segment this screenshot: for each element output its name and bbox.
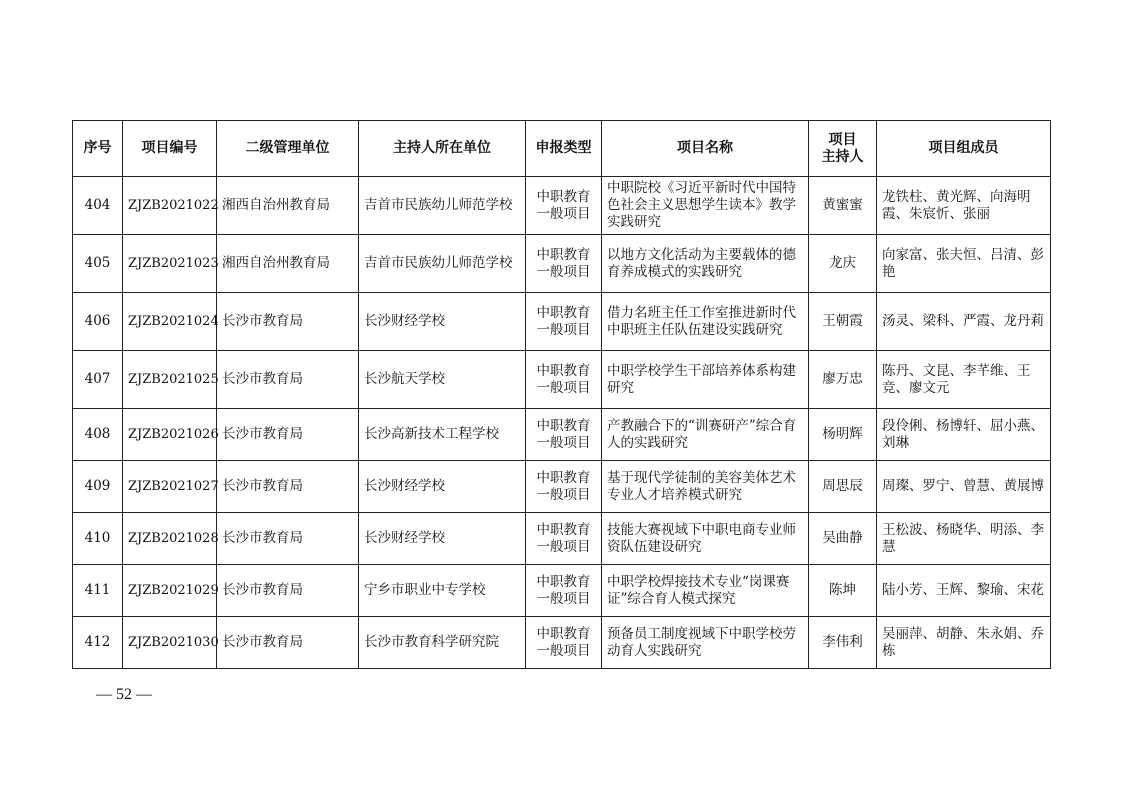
cell-unit: 长沙财经学校 [359, 461, 526, 513]
cell-code: ZJZB2021029 [123, 565, 217, 617]
cell-members: 吴丽萍、胡静、朱永娟、乔栋 [877, 617, 1051, 669]
header-mgmt: 二级管理单位 [217, 121, 359, 177]
header-members: 项目组成员 [877, 121, 1051, 177]
cell-no: 406 [73, 293, 123, 351]
cell-host: 廖万忠 [809, 351, 877, 409]
cell-unit: 长沙高新技术工程学校 [359, 409, 526, 461]
table-header-row [73, 121, 1051, 177]
project-table [72, 120, 1051, 669]
cell-type: 中职教育一般项目 [526, 235, 602, 293]
cell-mgmt: 长沙市教育局 [217, 513, 359, 565]
cell-unit: 吉首市民族幼儿师范学校 [359, 177, 526, 235]
cell-unit: 宁乡市职业中专学校 [359, 565, 526, 617]
cell-code: ZJZB2021023 [123, 235, 217, 293]
cell-project-name: 借力名班主任工作室推进新时代中职班主任队伍建设实践研究 [602, 293, 809, 351]
cell-mgmt: 湘西自治州教育局 [217, 235, 359, 293]
cell-unit: 长沙航天学校 [359, 351, 526, 409]
cell-type: 中职教育一般项目 [526, 177, 602, 235]
table-row [73, 177, 1051, 235]
cell-host: 李伟利 [809, 617, 877, 669]
header-name: 项目名称 [602, 121, 809, 177]
cell-host: 王朝霞 [809, 293, 877, 351]
cell-mgmt: 长沙市教育局 [217, 565, 359, 617]
cell-mgmt: 长沙市教育局 [217, 293, 359, 351]
cell-no: 412 [73, 617, 123, 669]
table-row [73, 409, 1051, 461]
header-no: 序号 [73, 121, 123, 177]
header-unit: 主持人所在单位 [359, 121, 526, 177]
cell-code: ZJZB2021026 [123, 409, 217, 461]
cell-no: 410 [73, 513, 123, 565]
cell-unit: 吉首市民族幼儿师范学校 [359, 235, 526, 293]
table-row [73, 351, 1051, 409]
cell-unit: 长沙财经学校 [359, 513, 526, 565]
table-row [73, 235, 1051, 293]
cell-no: 409 [73, 461, 123, 513]
cell-code: ZJZB2021030 [123, 617, 217, 669]
cell-members: 周璨、罗宁、曾慧、黄展博 [877, 461, 1051, 513]
cell-code: ZJZB2021022 [123, 177, 217, 235]
cell-host: 杨明辉 [809, 409, 877, 461]
cell-type: 中职教育一般项目 [526, 293, 602, 351]
cell-type: 中职教育一般项目 [526, 351, 602, 409]
table-row [73, 461, 1051, 513]
cell-no: 411 [73, 565, 123, 617]
cell-unit: 长沙市教育科学研究院 [359, 617, 526, 669]
cell-project-name: 产教融合下的“训赛研产”综合育人的实践研究 [602, 409, 809, 461]
table-row [73, 293, 1051, 351]
cell-code: ZJZB2021024 [123, 293, 217, 351]
cell-members: 段伶俐、杨博轩、屈小燕、刘琳 [877, 409, 1051, 461]
cell-type: 中职教育一般项目 [526, 409, 602, 461]
cell-host: 龙庆 [809, 235, 877, 293]
cell-host: 陈坤 [809, 565, 877, 617]
cell-project-name: 中职院校《习近平新时代中国特色社会主义思想学生读本》教学实践研究 [602, 177, 809, 235]
cell-no: 404 [73, 177, 123, 235]
cell-type: 中职教育一般项目 [526, 461, 602, 513]
cell-members: 向家富、张夫恒、吕清、彭艳 [877, 235, 1051, 293]
cell-type: 中职教育一般项目 [526, 513, 602, 565]
header-type: 申报类型 [526, 121, 602, 177]
cell-members: 汤灵、梁科、严霞、龙丹莉 [877, 293, 1051, 351]
table-row [73, 513, 1051, 565]
cell-no: 405 [73, 235, 123, 293]
cell-project-name: 预备员工制度视域下中职学校劳动育人实践研究 [602, 617, 809, 669]
table-row [73, 565, 1051, 617]
cell-type: 中职教育一般项目 [526, 617, 602, 669]
cell-mgmt: 长沙市教育局 [217, 461, 359, 513]
cell-mgmt: 长沙市教育局 [217, 617, 359, 669]
cell-no: 407 [73, 351, 123, 409]
cell-project-name: 基于现代学徒制的美容美体艺术专业人才培养模式研究 [602, 461, 809, 513]
cell-members: 龙铁柱、黄光辉、向海明霞、朱宸忻、张丽 [877, 177, 1051, 235]
header-code: 项目编号 [123, 121, 217, 177]
cell-code: ZJZB2021025 [123, 351, 217, 409]
cell-code: ZJZB2021027 [123, 461, 217, 513]
cell-type: 中职教育一般项目 [526, 565, 602, 617]
cell-members: 王松波、杨晓华、明添、李慧 [877, 513, 1051, 565]
header-host [809, 121, 877, 177]
cell-host: 吴曲静 [809, 513, 877, 565]
cell-members: 陈丹、文昆、李芊维、王竞、廖文元 [877, 351, 1051, 409]
table-row [73, 617, 1051, 669]
cell-mgmt: 湘西自治州教育局 [217, 177, 359, 235]
cell-host: 黄蜜蜜 [809, 177, 877, 235]
cell-no: 408 [73, 409, 123, 461]
header-host-line2: 主持人 [821, 148, 864, 165]
cell-members: 陆小芳、王辉、黎瑜、宋花 [877, 565, 1051, 617]
cell-mgmt: 长沙市教育局 [217, 409, 359, 461]
page-number: — 52 — [96, 686, 152, 703]
cell-mgmt: 长沙市教育局 [217, 351, 359, 409]
cell-project-name: 技能大赛视域下中职电商专业师资队伍建设研究 [602, 513, 809, 565]
cell-unit: 长沙财经学校 [359, 293, 526, 351]
cell-project-name: 中职学校焊接技术专业“岗课赛证”综合育人模式探究 [602, 565, 809, 617]
cell-host: 周思辰 [809, 461, 877, 513]
cell-project-name: 中职学校学生干部培养体系构建研究 [602, 351, 809, 409]
cell-project-name: 以地方文化活动为主要载体的德育养成模式的实践研究 [602, 235, 809, 293]
cell-code: ZJZB2021028 [123, 513, 217, 565]
header-host-line1: 项目 [828, 131, 857, 148]
